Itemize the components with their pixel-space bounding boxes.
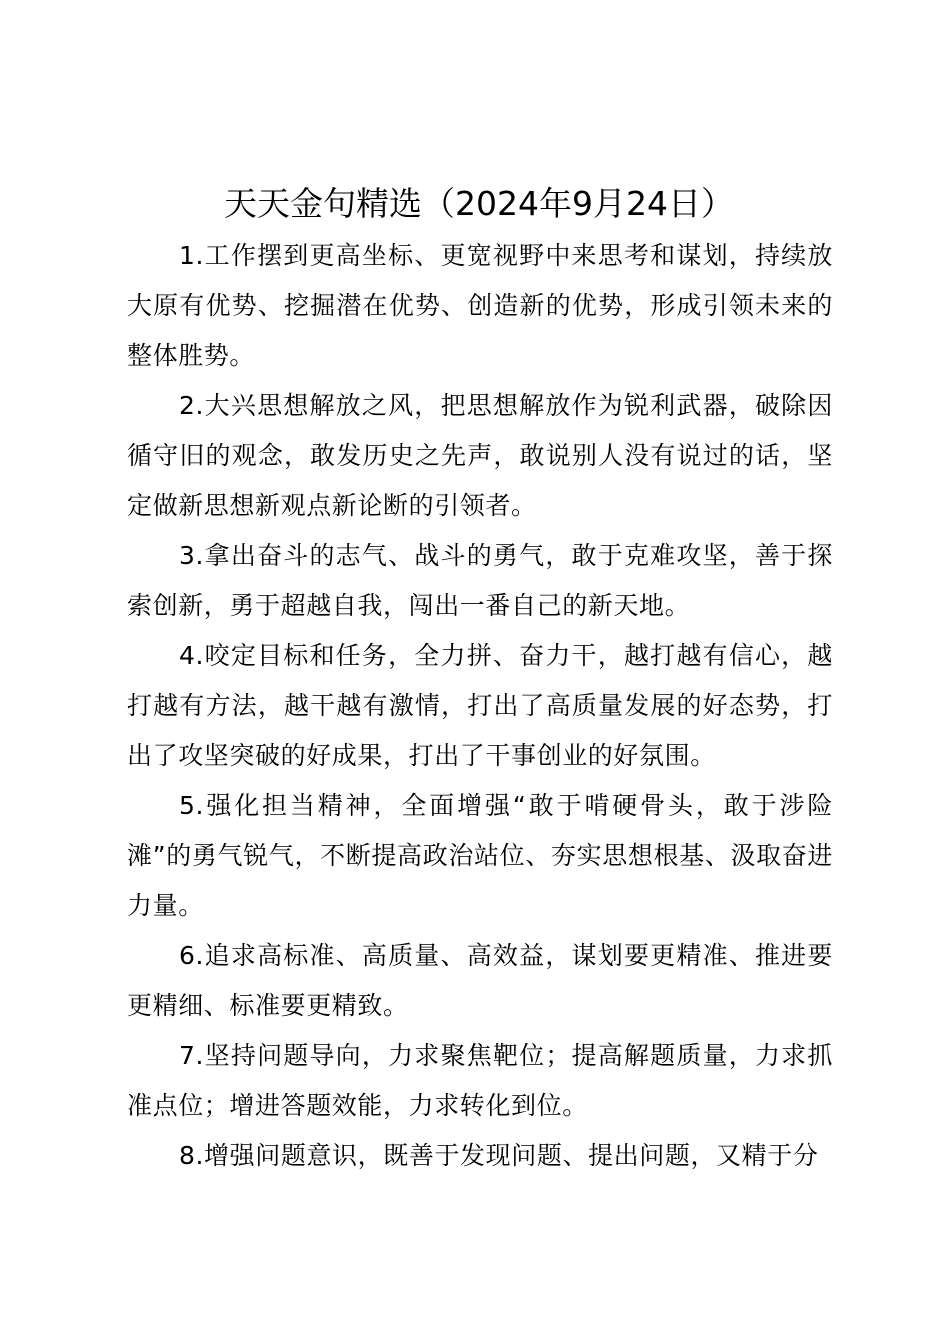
document-body <box>127 231 833 1181</box>
paragraph-6: 6.追求高标准、高质量、高效益，谋划要更精准、推进要更精细、标准要更精致。 <box>127 941 833 1020</box>
paragraph-7: 7.坚持问题导向，力求聚焦靶位；提高解题质量，力求抓准点位；增进答题效能，力求转化到位。 <box>127 1041 833 1120</box>
document-title: 天天金句精选（2024年9月24日） <box>224 184 734 223</box>
paragraph-4: 4.咬定目标和任务，全力拼、奋力干，越打越有信心，越打越有方法，越干越有激情，打出了高质量发展的好态势，打出了攻坚突破的好成果，打出了干事创业的好氛围。 <box>127 641 833 770</box>
paragraph-2: 2.大兴思想解放之风，把思想解放作为锐利武器，破除因循守旧的观念，敢发历史之先声，敢说别人没有说过的话，坚定做新思想新观点新论断的引领者。 <box>127 391 833 520</box>
paragraph-5: 5.强化担当精神，全面增强“敢于啃硬骨头，敢于涉险滩”的勇气锐气，不断提高政治站位、夯实思想根基、汲取奋进力量。 <box>127 791 833 920</box>
paragraph-8: 8.增强问题意识，既善于发现问题、提出问题，又精于分 <box>179 1141 819 1170</box>
paragraph-3: 3.拿出奋斗的志气、战斗的勇气，敢于克难攻坚，善于探索创新，勇于超越自我，闯出一番自己的新天地。 <box>127 541 833 620</box>
paragraph-1: 1.工作摆到更高坐标、更宽视野中来思考和谋划，持续放大原有优势、挖掘潜在优势、创造新的优势，形成引领未来的整体胜势。 <box>127 241 833 370</box>
